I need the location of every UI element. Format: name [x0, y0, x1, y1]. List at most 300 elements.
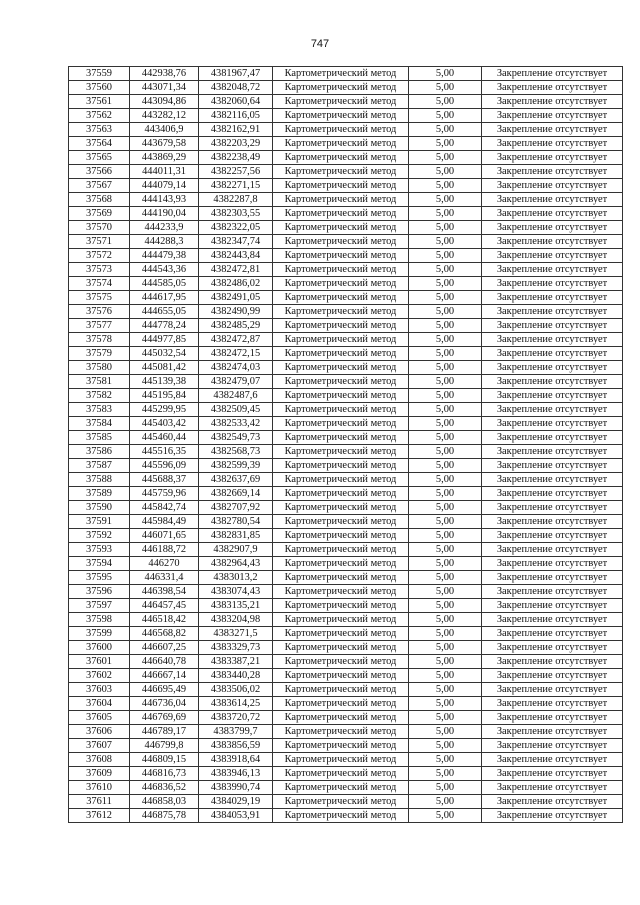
- accuracy-cell: 5,00: [409, 417, 482, 431]
- point-number-cell: 37611: [69, 795, 130, 809]
- point-number-cell: 37566: [69, 165, 130, 179]
- coordinates-table: [68, 66, 623, 823]
- y-coordinate-cell: 4382443,84: [199, 249, 273, 263]
- fixing-description-cell: Закрепление отсутствует: [482, 305, 623, 319]
- accuracy-cell: 5,00: [409, 795, 482, 809]
- point-number-cell: 37564: [69, 137, 130, 151]
- y-coordinate-cell: 4381967,47: [199, 67, 273, 81]
- method-cell: Картометрический метод: [273, 319, 409, 333]
- table-row: [69, 627, 623, 641]
- y-coordinate-cell: 4382707,92: [199, 501, 273, 515]
- table-row: [69, 641, 623, 655]
- point-number-cell: 37563: [69, 123, 130, 137]
- y-coordinate-cell: 4382487,6: [199, 389, 273, 403]
- fixing-description-cell: Закрепление отсутствует: [482, 333, 623, 347]
- y-coordinate-cell: 4382964,43: [199, 557, 273, 571]
- accuracy-cell: 5,00: [409, 95, 482, 109]
- point-number-cell: 37584: [69, 417, 130, 431]
- accuracy-cell: 5,00: [409, 599, 482, 613]
- fixing-description-cell: Закрепление отсутствует: [482, 109, 623, 123]
- table-row: [69, 711, 623, 725]
- table-row: [69, 291, 623, 305]
- x-coordinate-cell: 443282,12: [130, 109, 199, 123]
- point-number-cell: 37594: [69, 557, 130, 571]
- point-number-cell: 37609: [69, 767, 130, 781]
- point-number-cell: 37597: [69, 599, 130, 613]
- method-cell: Картометрический метод: [273, 767, 409, 781]
- x-coordinate-cell: 445516,35: [130, 445, 199, 459]
- accuracy-cell: 5,00: [409, 109, 482, 123]
- x-coordinate-cell: 445032,54: [130, 347, 199, 361]
- x-coordinate-cell: 444143,93: [130, 193, 199, 207]
- table-row: [69, 137, 623, 151]
- fixing-description-cell: Закрепление отсутствует: [482, 81, 623, 95]
- point-number-cell: 37599: [69, 627, 130, 641]
- table-row: [69, 263, 623, 277]
- x-coordinate-cell: 446568,82: [130, 627, 199, 641]
- accuracy-cell: 5,00: [409, 459, 482, 473]
- method-cell: Картометрический метод: [273, 263, 409, 277]
- point-number-cell: 37591: [69, 515, 130, 529]
- y-coordinate-cell: 4382491,05: [199, 291, 273, 305]
- method-cell: Картометрический метод: [273, 557, 409, 571]
- y-coordinate-cell: 4383271,5: [199, 627, 273, 641]
- method-cell: Картометрический метод: [273, 361, 409, 375]
- x-coordinate-cell: 444655,05: [130, 305, 199, 319]
- point-number-cell: 37575: [69, 291, 130, 305]
- table-row: [69, 193, 623, 207]
- fixing-description-cell: Закрепление отсутствует: [482, 389, 623, 403]
- table-row: [69, 221, 623, 235]
- fixing-description-cell: Закрепление отсутствует: [482, 291, 623, 305]
- accuracy-cell: 5,00: [409, 781, 482, 795]
- method-cell: Картометрический метод: [273, 585, 409, 599]
- fixing-description-cell: Закрепление отсутствует: [482, 515, 623, 529]
- point-number-cell: 37589: [69, 487, 130, 501]
- accuracy-cell: 5,00: [409, 809, 482, 823]
- accuracy-cell: 5,00: [409, 683, 482, 697]
- method-cell: Картометрический метод: [273, 67, 409, 81]
- table-row: [69, 305, 623, 319]
- method-cell: Картометрический метод: [273, 291, 409, 305]
- x-coordinate-cell: 446816,73: [130, 767, 199, 781]
- fixing-description-cell: Закрепление отсутствует: [482, 431, 623, 445]
- method-cell: Картометрический метод: [273, 193, 409, 207]
- fixing-description-cell: Закрепление отсутствует: [482, 557, 623, 571]
- accuracy-cell: 5,00: [409, 123, 482, 137]
- y-coordinate-cell: 4382472,87: [199, 333, 273, 347]
- fixing-description-cell: Закрепление отсутствует: [482, 445, 623, 459]
- accuracy-cell: 5,00: [409, 585, 482, 599]
- table-row: [69, 235, 623, 249]
- accuracy-cell: 5,00: [409, 753, 482, 767]
- fixing-description-cell: Закрепление отсутствует: [482, 697, 623, 711]
- accuracy-cell: 5,00: [409, 193, 482, 207]
- table-row: [69, 557, 623, 571]
- x-coordinate-cell: 445460,44: [130, 431, 199, 445]
- table-row: [69, 123, 623, 137]
- x-coordinate-cell: 445195,84: [130, 389, 199, 403]
- fixing-description-cell: Закрепление отсутствует: [482, 417, 623, 431]
- accuracy-cell: 5,00: [409, 655, 482, 669]
- accuracy-cell: 5,00: [409, 473, 482, 487]
- table-row: [69, 529, 623, 543]
- x-coordinate-cell: 446875,78: [130, 809, 199, 823]
- method-cell: Картометрический метод: [273, 473, 409, 487]
- y-coordinate-cell: 4382637,69: [199, 473, 273, 487]
- y-coordinate-cell: 4382203,29: [199, 137, 273, 151]
- point-number-cell: 37559: [69, 67, 130, 81]
- fixing-description-cell: Закрепление отсутствует: [482, 67, 623, 81]
- point-number-cell: 37569: [69, 207, 130, 221]
- x-coordinate-cell: 446640,78: [130, 655, 199, 669]
- fixing-description-cell: Закрепление отсутствует: [482, 767, 623, 781]
- accuracy-cell: 5,00: [409, 641, 482, 655]
- table-row: [69, 375, 623, 389]
- x-coordinate-cell: 445403,42: [130, 417, 199, 431]
- fixing-description-cell: Закрепление отсутствует: [482, 809, 623, 823]
- method-cell: Картометрический метод: [273, 683, 409, 697]
- method-cell: Картометрический метод: [273, 123, 409, 137]
- x-coordinate-cell: 445596,09: [130, 459, 199, 473]
- fixing-description-cell: Закрепление отсутствует: [482, 235, 623, 249]
- x-coordinate-cell: 443094,86: [130, 95, 199, 109]
- point-number-cell: 37606: [69, 725, 130, 739]
- method-cell: Картометрический метод: [273, 697, 409, 711]
- method-cell: Картометрический метод: [273, 613, 409, 627]
- fixing-description-cell: Закрепление отсутствует: [482, 347, 623, 361]
- point-number-cell: 37570: [69, 221, 130, 235]
- point-number-cell: 37590: [69, 501, 130, 515]
- fixing-description-cell: Закрепление отсутствует: [482, 207, 623, 221]
- x-coordinate-cell: 443679,58: [130, 137, 199, 151]
- x-coordinate-cell: 445139,38: [130, 375, 199, 389]
- table-row: [69, 319, 623, 333]
- point-number-cell: 37602: [69, 669, 130, 683]
- x-coordinate-cell: 446270: [130, 557, 199, 571]
- accuracy-cell: 5,00: [409, 67, 482, 81]
- fixing-description-cell: Закрепление отсутствует: [482, 165, 623, 179]
- x-coordinate-cell: 446398,54: [130, 585, 199, 599]
- accuracy-cell: 5,00: [409, 179, 482, 193]
- x-coordinate-cell: 444079,14: [130, 179, 199, 193]
- fixing-description-cell: Закрепление отсутствует: [482, 403, 623, 417]
- method-cell: Картометрический метод: [273, 571, 409, 585]
- table-row: [69, 403, 623, 417]
- fixing-description-cell: Закрепление отсутствует: [482, 249, 623, 263]
- point-number-cell: 37567: [69, 179, 130, 193]
- point-number-cell: 37612: [69, 809, 130, 823]
- method-cell: Картометрический метод: [273, 277, 409, 291]
- table-row: [69, 697, 623, 711]
- accuracy-cell: 5,00: [409, 403, 482, 417]
- method-cell: Картометрический метод: [273, 739, 409, 753]
- x-coordinate-cell: 445759,96: [130, 487, 199, 501]
- point-number-cell: 37565: [69, 151, 130, 165]
- fixing-description-cell: Закрепление отсутствует: [482, 501, 623, 515]
- method-cell: Картометрический метод: [273, 655, 409, 669]
- method-cell: Картометрический метод: [273, 809, 409, 823]
- method-cell: Картометрический метод: [273, 179, 409, 193]
- fixing-description-cell: Закрепление отсутствует: [482, 487, 623, 501]
- point-number-cell: 37593: [69, 543, 130, 557]
- y-coordinate-cell: 4382271,15: [199, 179, 273, 193]
- fixing-description-cell: Закрепление отсутствует: [482, 641, 623, 655]
- fixing-description-cell: Закрепление отсутствует: [482, 655, 623, 669]
- x-coordinate-cell: 446518,42: [130, 613, 199, 627]
- point-number-cell: 37581: [69, 375, 130, 389]
- method-cell: Картометрический метод: [273, 795, 409, 809]
- table-row: [69, 473, 623, 487]
- method-cell: Картометрический метод: [273, 753, 409, 767]
- table-row: [69, 207, 623, 221]
- point-number-cell: 37586: [69, 445, 130, 459]
- method-cell: Картометрический метод: [273, 543, 409, 557]
- accuracy-cell: 5,00: [409, 515, 482, 529]
- fixing-description-cell: Закрепление отсутствует: [482, 669, 623, 683]
- y-coordinate-cell: 4382116,05: [199, 109, 273, 123]
- fixing-description-cell: Закрепление отсутствует: [482, 459, 623, 473]
- accuracy-cell: 5,00: [409, 81, 482, 95]
- accuracy-cell: 5,00: [409, 487, 482, 501]
- table-row: [69, 585, 623, 599]
- table-row: [69, 389, 623, 403]
- table-row: [69, 543, 623, 557]
- y-coordinate-cell: 4382486,02: [199, 277, 273, 291]
- table-row: [69, 431, 623, 445]
- table-row: [69, 655, 623, 669]
- x-coordinate-cell: 446858,03: [130, 795, 199, 809]
- y-coordinate-cell: 4383614,25: [199, 697, 273, 711]
- x-coordinate-cell: 445688,37: [130, 473, 199, 487]
- fixing-description-cell: Закрепление отсутствует: [482, 473, 623, 487]
- method-cell: Картометрический метод: [273, 165, 409, 179]
- y-coordinate-cell: 4384029,19: [199, 795, 273, 809]
- y-coordinate-cell: 4383204,98: [199, 613, 273, 627]
- y-coordinate-cell: 4382303,55: [199, 207, 273, 221]
- accuracy-cell: 5,00: [409, 319, 482, 333]
- table-row: [69, 445, 623, 459]
- y-coordinate-cell: 4383990,74: [199, 781, 273, 795]
- method-cell: Картометрический метод: [273, 375, 409, 389]
- y-coordinate-cell: 4382048,72: [199, 81, 273, 95]
- table-row: [69, 739, 623, 753]
- y-coordinate-cell: 4383720,72: [199, 711, 273, 725]
- point-number-cell: 37562: [69, 109, 130, 123]
- x-coordinate-cell: 444190,04: [130, 207, 199, 221]
- x-coordinate-cell: 444479,38: [130, 249, 199, 263]
- fixing-description-cell: Закрепление отсутствует: [482, 795, 623, 809]
- y-coordinate-cell: 4383856,59: [199, 739, 273, 753]
- accuracy-cell: 5,00: [409, 543, 482, 557]
- point-number-cell: 37605: [69, 711, 130, 725]
- accuracy-cell: 5,00: [409, 361, 482, 375]
- fixing-description-cell: Закрепление отсутствует: [482, 179, 623, 193]
- y-coordinate-cell: 4383440,28: [199, 669, 273, 683]
- page-number: 747: [310, 38, 330, 50]
- table-row: [69, 501, 623, 515]
- x-coordinate-cell: 446607,25: [130, 641, 199, 655]
- y-coordinate-cell: 4383799,7: [199, 725, 273, 739]
- table-row: [69, 683, 623, 697]
- x-coordinate-cell: 446188,72: [130, 543, 199, 557]
- coordinates-table-body: [69, 67, 623, 823]
- y-coordinate-cell: 4383329,73: [199, 641, 273, 655]
- y-coordinate-cell: 4382347,74: [199, 235, 273, 249]
- x-coordinate-cell: 446809,15: [130, 753, 199, 767]
- y-coordinate-cell: 4382060,64: [199, 95, 273, 109]
- x-coordinate-cell: 444233,9: [130, 221, 199, 235]
- method-cell: Картометрический метод: [273, 669, 409, 683]
- y-coordinate-cell: 4383506,02: [199, 683, 273, 697]
- x-coordinate-cell: 445299,95: [130, 403, 199, 417]
- table-row: [69, 67, 623, 81]
- x-coordinate-cell: 445081,42: [130, 361, 199, 375]
- x-coordinate-cell: 446331,4: [130, 571, 199, 585]
- fixing-description-cell: Закрепление отсутствует: [482, 137, 623, 151]
- point-number-cell: 37571: [69, 235, 130, 249]
- fixing-description-cell: Закрепление отсутствует: [482, 781, 623, 795]
- table-row: [69, 725, 623, 739]
- fixing-description-cell: Закрепление отсутствует: [482, 683, 623, 697]
- fixing-description-cell: Закрепление отсутствует: [482, 193, 623, 207]
- table-row: [69, 781, 623, 795]
- table-row: [69, 333, 623, 347]
- point-number-cell: 37592: [69, 529, 130, 543]
- y-coordinate-cell: 4382907,9: [199, 543, 273, 557]
- method-cell: Картометрический метод: [273, 305, 409, 319]
- fixing-description-cell: Закрепление отсутствует: [482, 123, 623, 137]
- y-coordinate-cell: 4382257,56: [199, 165, 273, 179]
- x-coordinate-cell: 446836,52: [130, 781, 199, 795]
- fixing-description-cell: Закрепление отсутствует: [482, 319, 623, 333]
- fixing-description-cell: Закрепление отсутствует: [482, 263, 623, 277]
- method-cell: Картометрический метод: [273, 109, 409, 123]
- accuracy-cell: 5,00: [409, 235, 482, 249]
- y-coordinate-cell: 4383013,2: [199, 571, 273, 585]
- point-number-cell: 37573: [69, 263, 130, 277]
- table-row: [69, 95, 623, 109]
- x-coordinate-cell: 446799,8: [130, 739, 199, 753]
- method-cell: Картометрический метод: [273, 431, 409, 445]
- accuracy-cell: 5,00: [409, 137, 482, 151]
- y-coordinate-cell: 4382533,42: [199, 417, 273, 431]
- table-row: [69, 179, 623, 193]
- accuracy-cell: 5,00: [409, 347, 482, 361]
- y-coordinate-cell: 4383918,64: [199, 753, 273, 767]
- method-cell: Картометрический метод: [273, 403, 409, 417]
- accuracy-cell: 5,00: [409, 557, 482, 571]
- table-row: [69, 599, 623, 613]
- point-number-cell: 37561: [69, 95, 130, 109]
- point-number-cell: 37572: [69, 249, 130, 263]
- x-coordinate-cell: 443071,34: [130, 81, 199, 95]
- x-coordinate-cell: 445984,49: [130, 515, 199, 529]
- y-coordinate-cell: 4382490,99: [199, 305, 273, 319]
- fixing-description-cell: Закрепление отсутствует: [482, 277, 623, 291]
- accuracy-cell: 5,00: [409, 529, 482, 543]
- y-coordinate-cell: 4382162,91: [199, 123, 273, 137]
- point-number-cell: 37596: [69, 585, 130, 599]
- table-row: [69, 515, 623, 529]
- table-row: [69, 109, 623, 123]
- method-cell: Картометрический метод: [273, 529, 409, 543]
- point-number-cell: 37579: [69, 347, 130, 361]
- fixing-description-cell: Закрепление отсутствует: [482, 753, 623, 767]
- x-coordinate-cell: 446667,14: [130, 669, 199, 683]
- y-coordinate-cell: 4382780,54: [199, 515, 273, 529]
- table-row: [69, 361, 623, 375]
- accuracy-cell: 5,00: [409, 249, 482, 263]
- table-row: [69, 249, 623, 263]
- accuracy-cell: 5,00: [409, 767, 482, 781]
- accuracy-cell: 5,00: [409, 445, 482, 459]
- point-number-cell: 37595: [69, 571, 130, 585]
- accuracy-cell: 5,00: [409, 725, 482, 739]
- table-row: [69, 417, 623, 431]
- point-number-cell: 37574: [69, 277, 130, 291]
- table-row: [69, 753, 623, 767]
- table-row: [69, 669, 623, 683]
- accuracy-cell: 5,00: [409, 501, 482, 515]
- y-coordinate-cell: 4382599,39: [199, 459, 273, 473]
- table-row: [69, 151, 623, 165]
- table-row: [69, 81, 623, 95]
- y-coordinate-cell: 4382472,15: [199, 347, 273, 361]
- table-row: [69, 277, 623, 291]
- x-coordinate-cell: 446789,17: [130, 725, 199, 739]
- y-coordinate-cell: 4382568,73: [199, 445, 273, 459]
- point-number-cell: 37568: [69, 193, 130, 207]
- y-coordinate-cell: 4383074,43: [199, 585, 273, 599]
- fixing-description-cell: Закрепление отсутствует: [482, 571, 623, 585]
- y-coordinate-cell: 4384053,91: [199, 809, 273, 823]
- method-cell: Картометрический метод: [273, 95, 409, 109]
- table-row: [69, 809, 623, 823]
- method-cell: Картометрический метод: [273, 459, 409, 473]
- fixing-description-cell: Закрепление отсутствует: [482, 95, 623, 109]
- y-coordinate-cell: 4382479,07: [199, 375, 273, 389]
- fixing-description-cell: Закрепление отсутствует: [482, 221, 623, 235]
- method-cell: Картометрический метод: [273, 515, 409, 529]
- point-number-cell: 37610: [69, 781, 130, 795]
- method-cell: Картометрический метод: [273, 781, 409, 795]
- y-coordinate-cell: 4382287,8: [199, 193, 273, 207]
- method-cell: Картометрический метод: [273, 207, 409, 221]
- accuracy-cell: 5,00: [409, 333, 482, 347]
- x-coordinate-cell: 444617,95: [130, 291, 199, 305]
- y-coordinate-cell: 4383387,21: [199, 655, 273, 669]
- table-row: [69, 767, 623, 781]
- x-coordinate-cell: 446457,45: [130, 599, 199, 613]
- fixing-description-cell: Закрепление отсутствует: [482, 375, 623, 389]
- x-coordinate-cell: 446071,65: [130, 529, 199, 543]
- y-coordinate-cell: 4382549,73: [199, 431, 273, 445]
- accuracy-cell: 5,00: [409, 375, 482, 389]
- y-coordinate-cell: 4383135,21: [199, 599, 273, 613]
- table-row: [69, 487, 623, 501]
- method-cell: Картометрический метод: [273, 235, 409, 249]
- y-coordinate-cell: 4382472,81: [199, 263, 273, 277]
- accuracy-cell: 5,00: [409, 613, 482, 627]
- x-coordinate-cell: 444585,05: [130, 277, 199, 291]
- x-coordinate-cell: 446736,04: [130, 697, 199, 711]
- point-number-cell: 37598: [69, 613, 130, 627]
- method-cell: Картометрический метод: [273, 249, 409, 263]
- fixing-description-cell: Закрепление отсутствует: [482, 711, 623, 725]
- x-coordinate-cell: 443406,9: [130, 123, 199, 137]
- point-number-cell: 37560: [69, 81, 130, 95]
